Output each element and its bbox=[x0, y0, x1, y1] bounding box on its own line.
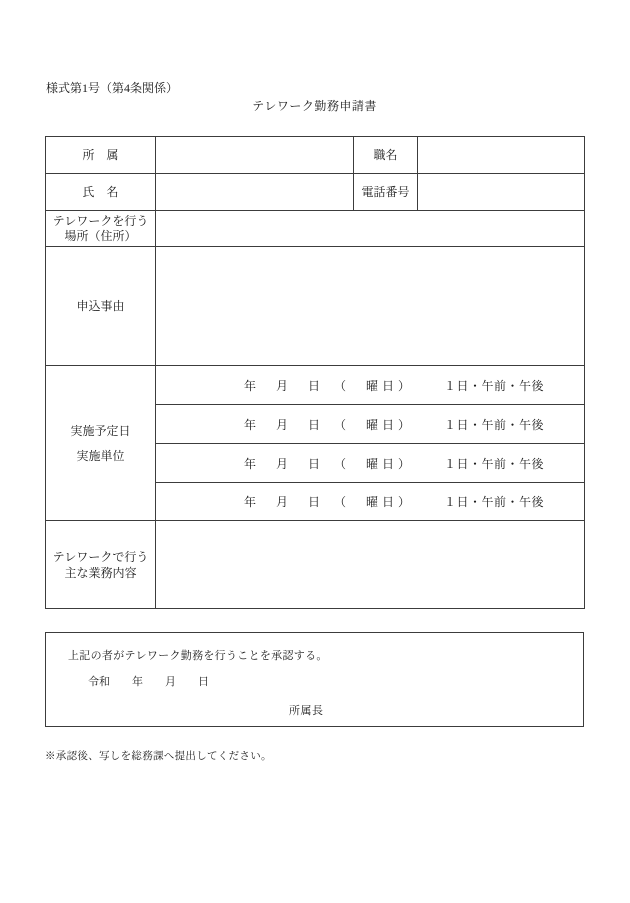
approval-box bbox=[45, 632, 584, 727]
schedule-label-line2: 実施単位 bbox=[76, 448, 125, 463]
unit-options: １日・午前・午後 bbox=[444, 417, 545, 432]
name-value-cell bbox=[156, 174, 354, 211]
table-row bbox=[46, 211, 585, 247]
schedule-label bbox=[46, 366, 156, 521]
phone-value-cell bbox=[418, 174, 585, 211]
tasks-label bbox=[46, 521, 156, 609]
approval-signer-label: 所属長 bbox=[289, 705, 324, 717]
tasks-value-cell bbox=[156, 521, 585, 609]
location-label bbox=[46, 211, 156, 247]
footer-note: ※承認後、写しを総務課へ提出してください。 bbox=[45, 751, 272, 762]
approval-date-line: 令和 年 月 日 bbox=[88, 676, 209, 688]
affiliation-label: 所 属 bbox=[46, 137, 156, 174]
unit-options: １日・午前・午後 bbox=[444, 495, 545, 509]
date-fill-line: 年 月 日 （ 曜日） bbox=[244, 456, 415, 471]
unit-options: １日・午前・午後 bbox=[444, 456, 545, 471]
application-table bbox=[45, 136, 585, 609]
location-label-line1: テレワークを行う bbox=[52, 213, 149, 228]
form-number: 様式第1号（第4条関係） bbox=[46, 81, 179, 95]
table-row bbox=[46, 174, 585, 211]
table-row bbox=[46, 366, 585, 405]
date-fill-line: 年 月 日 （ 曜日） bbox=[244, 378, 415, 393]
reason-value-cell bbox=[156, 247, 585, 366]
tasks-label-line1: テレワークで行う bbox=[52, 549, 149, 564]
date-fill-line: 年 月 日 （ 曜日） bbox=[244, 417, 415, 432]
reason-label: 申込事由 bbox=[46, 247, 156, 366]
affiliation-value-cell bbox=[156, 137, 354, 174]
table-row bbox=[46, 137, 585, 174]
unit-options: １日・午前・午後 bbox=[444, 378, 545, 393]
position-label: 職名 bbox=[354, 137, 418, 174]
date-fill-line: 年 月 日 （ 曜日） bbox=[244, 495, 415, 509]
position-value-cell bbox=[418, 137, 585, 174]
page-title: テレワーク勤務申請書 bbox=[252, 99, 377, 113]
tasks-label-line2: 主な業務内容 bbox=[64, 565, 137, 580]
schedule-date-row-2 bbox=[156, 405, 585, 444]
table-row bbox=[46, 247, 585, 366]
name-label: 氏 名 bbox=[46, 174, 156, 211]
table-row bbox=[46, 521, 585, 609]
schedule-label-line1: 実施予定日 bbox=[70, 423, 131, 438]
approval-statement: 上記の者がテレワーク勤務を行うことを承認する。 bbox=[68, 650, 328, 662]
location-value-cell bbox=[156, 211, 585, 247]
location-label-line2: 場所（住所） bbox=[64, 228, 137, 243]
phone-label: 電話番号 bbox=[354, 174, 418, 211]
schedule-date-row-1 bbox=[156, 366, 585, 405]
schedule-date-row-3 bbox=[156, 444, 585, 483]
schedule-date-row-4 bbox=[156, 483, 585, 521]
